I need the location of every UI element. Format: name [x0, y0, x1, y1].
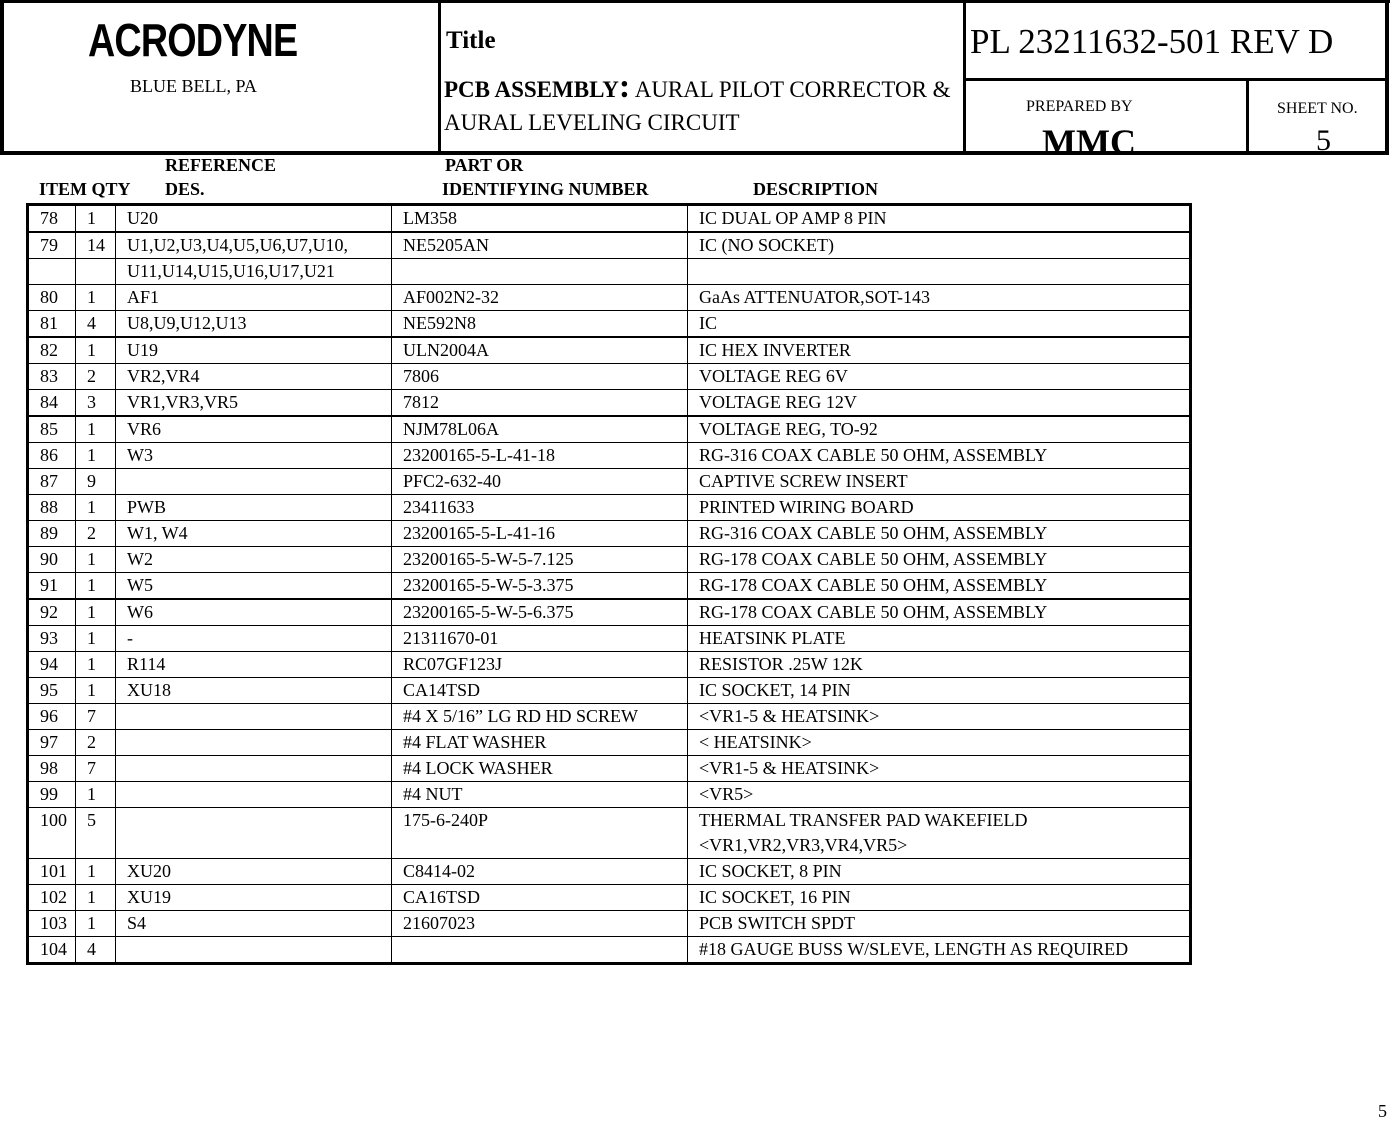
- cell-reference: VR2,VR4: [116, 364, 392, 390]
- cell-qty: 1: [76, 573, 116, 600]
- cell-part-number: [392, 937, 688, 964]
- cell-qty: 1: [76, 626, 116, 652]
- cell-description: <VR5>: [688, 782, 1191, 808]
- cell-description: IC SOCKET, 14 PIN: [688, 678, 1191, 704]
- sheet-divider: [1246, 78, 1249, 155]
- table-row: [28, 547, 1191, 573]
- company-logo: ACRODYNE: [88, 14, 298, 66]
- cell-part-number: 23200165-5-L-41-16: [392, 521, 688, 547]
- cell-reference: W2: [116, 547, 392, 573]
- table-row: [28, 808, 1191, 859]
- table-row: [28, 756, 1191, 782]
- cell-qty: 1: [76, 416, 116, 443]
- table-row: [28, 678, 1191, 704]
- cell-reference: W6: [116, 599, 392, 626]
- cell-description: PRINTED WIRING BOARD: [688, 495, 1191, 521]
- cell-item: 101: [28, 859, 76, 885]
- cell-part-number: 175-6-240P: [392, 808, 688, 859]
- table-row: [28, 311, 1191, 338]
- cell-reference: U19: [116, 337, 392, 364]
- cell-reference: AF1: [116, 285, 392, 311]
- page-number: 5: [1378, 1101, 1387, 1121]
- table-row: [28, 626, 1191, 652]
- cell-item: 91: [28, 573, 76, 600]
- cell-qty: 1: [76, 205, 116, 233]
- cell-reference: W3: [116, 443, 392, 469]
- cell-reference: U20: [116, 205, 392, 233]
- table-row: [28, 652, 1191, 678]
- cell-item: 97: [28, 730, 76, 756]
- cell-description: IC (NO SOCKET): [688, 232, 1191, 259]
- cell-description: RG-178 COAX CABLE 50 OHM, ASSEMBLY: [688, 599, 1191, 626]
- cell-description: RG-178 COAX CABLE 50 OHM, ASSEMBLY: [688, 573, 1191, 600]
- title-block-top-border: [0, 0, 1390, 3]
- cell-description: IC SOCKET, 8 PIN: [688, 859, 1191, 885]
- cell-reference: [116, 469, 392, 495]
- sheet-number-label: SHEET NO.: [1277, 100, 1358, 117]
- header-identifying-number: IDENTIFYING NUMBER: [442, 179, 649, 199]
- cell-part-number: NE592N8: [392, 311, 688, 338]
- cell-reference: PWB: [116, 495, 392, 521]
- cell-qty: 1: [76, 495, 116, 521]
- cell-qty: 3: [76, 390, 116, 417]
- cell-reference: -: [116, 626, 392, 652]
- cell-description: HEATSINK PLATE: [688, 626, 1191, 652]
- cell-part-number: 21311670-01: [392, 626, 688, 652]
- header-item-qty: ITEM QTY: [39, 179, 131, 199]
- table-row: [28, 232, 1191, 259]
- cell-reference: R114: [116, 652, 392, 678]
- table-row: [28, 521, 1191, 547]
- cell-part-number: #4 NUT: [392, 782, 688, 808]
- prepared-by-value: MMC: [1042, 122, 1136, 154]
- cell-item: [28, 259, 76, 285]
- cell-item: 94: [28, 652, 76, 678]
- cell-qty: 1: [76, 652, 116, 678]
- cell-reference: W5: [116, 573, 392, 600]
- table-row: [28, 937, 1191, 964]
- cell-part-number: 23200165-5-W-5-6.375: [392, 599, 688, 626]
- cell-part-number: CA16TSD: [392, 885, 688, 911]
- cell-qty: 1: [76, 911, 116, 937]
- title-block: [0, 0, 1391, 155]
- table-row: [28, 337, 1191, 364]
- cell-item: 89: [28, 521, 76, 547]
- table-row: [28, 573, 1191, 600]
- title-colon: :: [618, 68, 631, 105]
- cell-qty: 1: [76, 782, 116, 808]
- cell-description: CAPTIVE SCREW INSERT: [688, 469, 1191, 495]
- cell-description: VOLTAGE REG 12V: [688, 390, 1191, 417]
- cell-qty: 14: [76, 232, 116, 259]
- header-reference: REFERENCE: [165, 155, 277, 175]
- cell-qty: [76, 259, 116, 285]
- company-divider: [438, 0, 441, 155]
- cell-description: VOLTAGE REG 6V: [688, 364, 1191, 390]
- cell-description: IC DUAL OP AMP 8 PIN: [688, 205, 1191, 233]
- cell-qty: 1: [76, 285, 116, 311]
- cell-item: 102: [28, 885, 76, 911]
- cell-part-number: 7806: [392, 364, 688, 390]
- cell-part-number: #4 FLAT WASHER: [392, 730, 688, 756]
- table-row: [28, 730, 1191, 756]
- table-row: [28, 390, 1191, 417]
- cell-item: 103: [28, 911, 76, 937]
- cell-qty: 2: [76, 521, 116, 547]
- cell-description: RG-316 COAX CABLE 50 OHM, ASSEMBLY: [688, 443, 1191, 469]
- cell-item: 86: [28, 443, 76, 469]
- cell-description: GaAs ATTENUATOR,SOT-143: [688, 285, 1191, 311]
- cell-part-number: #4 LOCK WASHER: [392, 756, 688, 782]
- cell-reference: U8,U9,U12,U13: [116, 311, 392, 338]
- title-block-left-border: [0, 0, 4, 155]
- cell-qty: 7: [76, 704, 116, 730]
- cell-reference: [116, 704, 392, 730]
- title-block-right-border: [1385, 0, 1389, 155]
- cell-qty: 7: [76, 756, 116, 782]
- cell-item: 85: [28, 416, 76, 443]
- cell-description: VOLTAGE REG, TO-92: [688, 416, 1191, 443]
- cell-reference: [116, 730, 392, 756]
- cell-part-number: CA14TSD: [392, 678, 688, 704]
- cell-part-number: ULN2004A: [392, 337, 688, 364]
- cell-part-number: RC07GF123J: [392, 652, 688, 678]
- cell-item: 93: [28, 626, 76, 652]
- prepared-by-label: PREPARED BY: [1026, 98, 1133, 115]
- sheet-number-value: 5: [1316, 124, 1331, 155]
- cell-item: 95: [28, 678, 76, 704]
- cell-reference: U1,U2,U3,U4,U5,U6,U7,U10,: [116, 232, 392, 259]
- cell-description: RG-178 COAX CABLE 50 OHM, ASSEMBLY: [688, 547, 1191, 573]
- cell-item: 90: [28, 547, 76, 573]
- cell-item: 82: [28, 337, 76, 364]
- cell-part-number: 7812: [392, 390, 688, 417]
- cell-reference: [116, 937, 392, 964]
- cell-qty: 4: [76, 937, 116, 964]
- cell-item: 98: [28, 756, 76, 782]
- table-row: [28, 364, 1191, 390]
- cell-part-number: #4 X 5/16” LG RD HD SCREW: [392, 704, 688, 730]
- cell-item: 100: [28, 808, 76, 859]
- cell-reference: [116, 782, 392, 808]
- cell-reference: XU19: [116, 885, 392, 911]
- cell-item: 92: [28, 599, 76, 626]
- table-row: [28, 443, 1191, 469]
- cell-reference: VR6: [116, 416, 392, 443]
- cell-item: 79: [28, 232, 76, 259]
- table-row: [28, 782, 1191, 808]
- cell-part-number: AF002N2-32: [392, 285, 688, 311]
- cell-reference: S4: [116, 911, 392, 937]
- document-title: [444, 70, 964, 139]
- table-row: [28, 416, 1191, 443]
- cell-part-number: NE5205AN: [392, 232, 688, 259]
- cell-item: 84: [28, 390, 76, 417]
- parts-list-table: [26, 203, 1192, 965]
- cell-item: 83: [28, 364, 76, 390]
- header-part-or: PART OR: [445, 155, 524, 175]
- prepared-divider: [964, 78, 1388, 81]
- cell-description: < HEATSINK>: [688, 730, 1191, 756]
- cell-reference: XU20: [116, 859, 392, 885]
- cell-qty: 1: [76, 599, 116, 626]
- cell-description: RG-316 COAX CABLE 50 OHM, ASSEMBLY: [688, 521, 1191, 547]
- cell-part-number: 23200165-5-L-41-18: [392, 443, 688, 469]
- cell-part-number: 23200165-5-W-5-3.375: [392, 573, 688, 600]
- cell-reference: W1, W4: [116, 521, 392, 547]
- cell-item: 104: [28, 937, 76, 964]
- cell-qty: 1: [76, 443, 116, 469]
- table-row: [28, 859, 1191, 885]
- parts-list-body: [28, 205, 1191, 964]
- table-row: [28, 911, 1191, 937]
- company-location: BLUE BELL, PA: [130, 76, 257, 96]
- title-rest: AURAL PILOT CORRECTOR & AURAL LEVELING CIRCUIT: [444, 77, 951, 135]
- cell-description: <VR1-5 & HEATSINK>: [688, 704, 1191, 730]
- cell-qty: 2: [76, 364, 116, 390]
- cell-qty: 5: [76, 808, 116, 859]
- header-description: DESCRIPTION: [753, 179, 879, 199]
- title-bold: PCB ASSEMBLY: [444, 77, 619, 102]
- document-number: PL 23211632-501 REV D: [970, 22, 1334, 61]
- table-row: [28, 599, 1191, 626]
- cell-description: PCB SWITCH SPDT: [688, 911, 1191, 937]
- table-row: [28, 205, 1191, 233]
- header-des: DES.: [165, 179, 205, 199]
- cell-qty: 1: [76, 859, 116, 885]
- cell-description: IC SOCKET, 16 PIN: [688, 885, 1191, 911]
- cell-part-number: C8414-02: [392, 859, 688, 885]
- cell-item: 80: [28, 285, 76, 311]
- cell-description: RESISTOR .25W 12K: [688, 652, 1191, 678]
- cell-part-number: 23200165-5-W-5-7.125: [392, 547, 688, 573]
- cell-part-number: PFC2-632-40: [392, 469, 688, 495]
- cell-reference: U11,U14,U15,U16,U17,U21: [116, 259, 392, 285]
- cell-qty: 4: [76, 311, 116, 338]
- cell-description: #18 GAUGE BUSS W/SLEVE, LENGTH AS REQUIRED: [688, 937, 1191, 964]
- cell-qty: 9: [76, 469, 116, 495]
- cell-qty: 1: [76, 337, 116, 364]
- cell-description: [688, 259, 1191, 285]
- cell-description: IC: [688, 311, 1191, 338]
- cell-item: 96: [28, 704, 76, 730]
- cell-reference: VR1,VR3,VR5: [116, 390, 392, 417]
- cell-description: <VR1-5 & HEATSINK>: [688, 756, 1191, 782]
- table-row: [28, 495, 1191, 521]
- table-row: [28, 259, 1191, 285]
- cell-item: 81: [28, 311, 76, 338]
- table-row: [28, 704, 1191, 730]
- title-label: Title: [446, 27, 496, 54]
- cell-reference: XU18: [116, 678, 392, 704]
- table-row: [28, 469, 1191, 495]
- cell-qty: 1: [76, 547, 116, 573]
- cell-part-number: [392, 259, 688, 285]
- cell-qty: 1: [76, 678, 116, 704]
- cell-description: IC HEX INVERTER: [688, 337, 1191, 364]
- cell-item: 99: [28, 782, 76, 808]
- cell-description: THERMAL TRANSFER PAD WAKEFIELD <VR1,VR2,VR3,VR4,VR5>: [688, 808, 1191, 859]
- cell-item: 87: [28, 469, 76, 495]
- cell-item: 88: [28, 495, 76, 521]
- cell-item: 78: [28, 205, 76, 233]
- cell-qty: 1: [76, 885, 116, 911]
- cell-part-number: NJM78L06A: [392, 416, 688, 443]
- cell-part-number: 23411633: [392, 495, 688, 521]
- cell-reference: [116, 756, 392, 782]
- cell-reference: [116, 808, 392, 859]
- cell-qty: 2: [76, 730, 116, 756]
- table-row: [28, 285, 1191, 311]
- table-row: [28, 885, 1191, 911]
- cell-part-number: 21607023: [392, 911, 688, 937]
- cell-part-number: LM358: [392, 205, 688, 233]
